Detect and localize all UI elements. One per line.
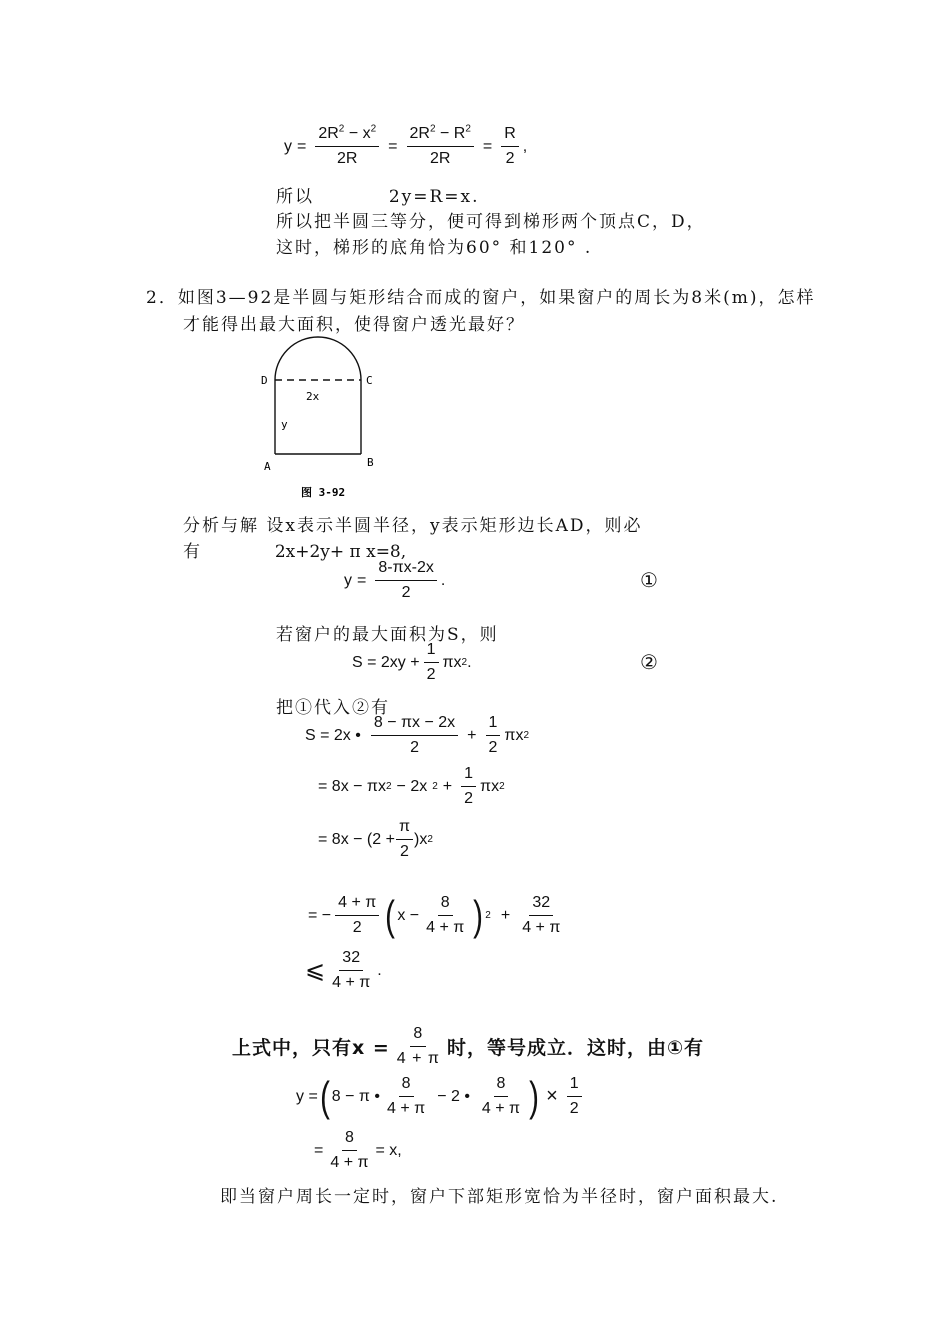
- fraction: $\frac{\pi}{2}$: [396, 817, 413, 862]
- fraction: $\frac{1}{2}$: [424, 640, 439, 685]
- equation-mark-1: ①: [640, 568, 658, 592]
- analysis-line: 把①代入②有: [276, 698, 390, 718]
- label-b: B: [367, 456, 374, 469]
- derivation-row-4: = − $\frac{4 + \pi}{2}$ ( x − $\frac{8}{4 + \pi}$ ) 2 + $\frac{32}{4 + \pi}$: [308, 893, 567, 938]
- final-statement: 即当窗户周长一定时，窗户下部矩形宽恰为半径时，窗户面积最大.: [220, 1187, 779, 1207]
- equation-1: y = $\frac{8-\pi x-2x}{2}$ .: [344, 559, 446, 601]
- derivation-row-3: = 8x − (2 + $\frac{\pi}{2}$ )x 2: [318, 818, 433, 860]
- analysis-line: 分析与解 设x表示半圆半径，y表示矩形边长AD，则必: [183, 516, 643, 536]
- label-2x: 2x: [306, 390, 320, 403]
- label-c: C: [366, 374, 373, 387]
- semicircle: [275, 337, 361, 380]
- equation-y-r: y = $\frac{2R^2 - x^2}{2R}$ = $\frac{2R^2 - R^2}{2R}$ = $\frac{R}{2}$ ,: [284, 123, 528, 167]
- label-d: D: [261, 374, 268, 387]
- derivation-row-5: ⩽ $\frac{32}{4 + \pi}$ .: [305, 949, 382, 991]
- fraction: $\frac{8-\pi x-2x}{2}$: [375, 558, 437, 603]
- fraction: $\frac{8}{4 + \pi}$: [387, 1075, 426, 1117]
- analysis-line: 有 2x+2y+ π x=8,: [183, 542, 407, 562]
- equation-2: S = 2xy + $\frac{1}{2}$ πx 2 .: [352, 641, 472, 683]
- fraction: $\frac{32}{4 + \pi}$: [522, 894, 561, 936]
- fraction: $\frac{1}{2}$: [461, 764, 476, 809]
- figure-caption: 图 3-92: [301, 486, 346, 499]
- conclusion-y-equation: y = ( 8 − π • $\frac{8}{4 + \pi}$ − 2 • $\frac{8}{4 + \pi}$ ) × $\frac{1}{2}$: [296, 1074, 586, 1119]
- fraction: $\frac{8 - \pi x - 2x}{2}$: [371, 713, 458, 758]
- text-line: 所以把半圆三等分，便可得到梯形两个顶点C，D，: [276, 212, 706, 232]
- fraction: $\frac{8}{4 + \pi}$: [330, 1129, 369, 1171]
- fraction: $\frac{4 + \pi}{2}$: [335, 893, 379, 938]
- derivation-row-1: S = 2x • $\frac{8 - \pi x - 2x}{2}$ + $\frac{1}{2}$ πx 2: [305, 714, 530, 756]
- fraction: $\frac{R}{2}$: [501, 124, 519, 169]
- label-y: y: [281, 418, 288, 431]
- fraction: $\frac{1}{2}$: [486, 713, 501, 758]
- window-figure: [255, 330, 395, 500]
- analysis-line: 若窗户的最大面积为S，则: [276, 625, 499, 645]
- conclusion-bold-line: 上式中，只有x = $\frac{8}{4 + \pi}$ 时，等号成立．这时，由①有: [232, 1025, 705, 1067]
- equation-mark-2: ②: [640, 650, 658, 674]
- text-line: 所以 2y=R=x.: [276, 187, 480, 207]
- fraction: $\frac{2R^2 - R^2}{2R}$: [407, 124, 474, 169]
- fraction: $\frac{8}{4 + \pi}$: [396, 1025, 440, 1067]
- fraction: $\frac{2R^2 - x^2}{2R}$: [315, 124, 379, 169]
- fraction: $\frac{8}{4 + \pi}$: [481, 1075, 521, 1117]
- label-a: A: [264, 460, 271, 473]
- fraction: $\frac{8}{4 + \pi}$: [426, 894, 465, 936]
- conclusion-equals-x: = $\frac{8}{4 + \pi}$ = x,: [314, 1129, 402, 1171]
- fraction: $\frac{32}{4 + \pi}$: [332, 949, 371, 991]
- problem-statement: 2．如图3—92是半圆与矩形结合而成的窗户，如果窗户的周长为8米(m)，怎样: [146, 288, 816, 308]
- text-line: 这时，梯形的底角恰为60° 和120° .: [276, 238, 593, 258]
- derivation-row-2: = 8x − πx 2 − 2x 2 + $\frac{1}{2}$ πx 2: [318, 765, 505, 807]
- problem-statement: 才能得出最大面积，使得窗户透光最好？: [183, 315, 525, 335]
- fraction: $\frac{1}{2}$: [567, 1074, 582, 1119]
